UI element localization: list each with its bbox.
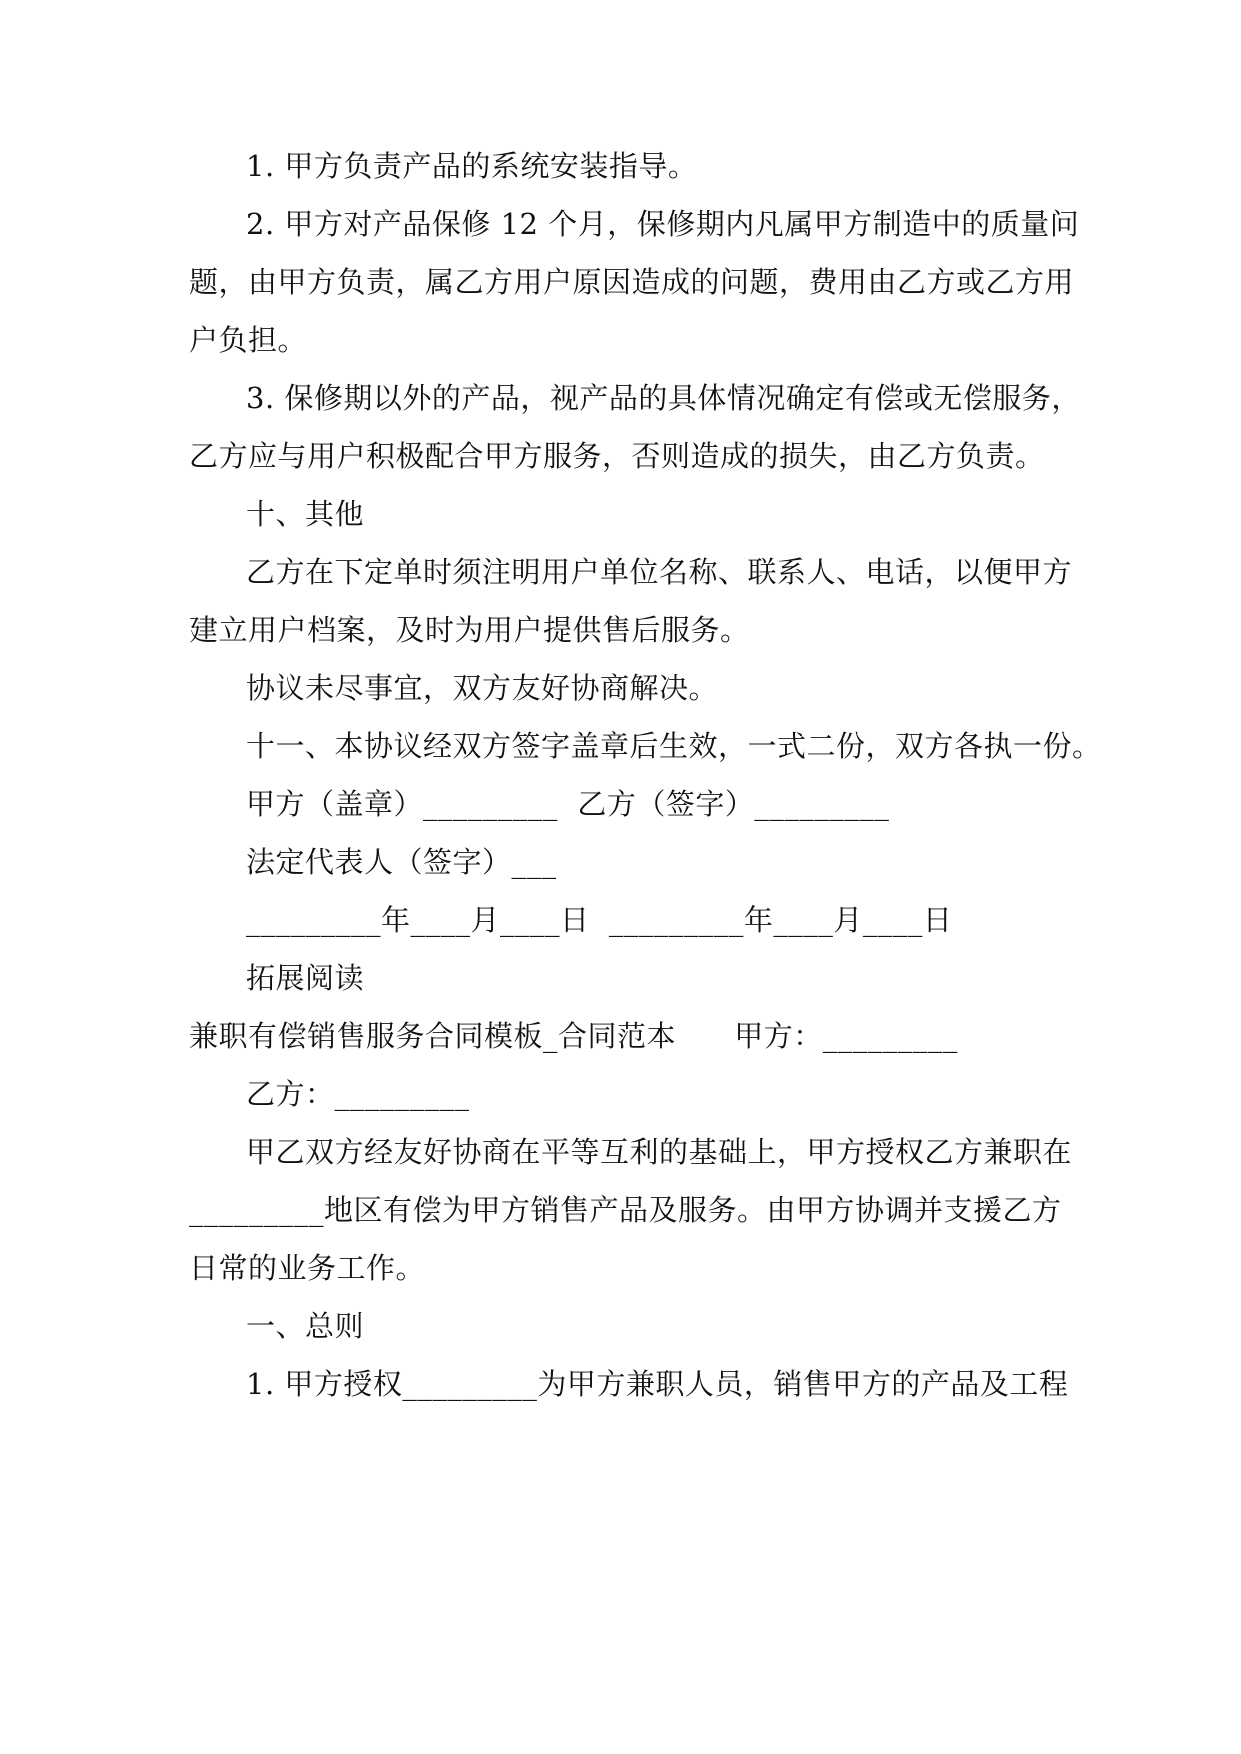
text-line: _________地区有偿为甲方销售产品及服务。由甲方协调并支援乙方	[189, 1193, 1062, 1227]
text-line: 户负担。	[189, 323, 308, 357]
section-heading: 拓展阅读	[246, 961, 365, 995]
text-line: 乙方：_________	[246, 1077, 470, 1111]
text-line: 甲乙双方经友好协商在平等互利的基础上，甲方授权乙方兼职在	[246, 1135, 1073, 1169]
text-line: 乙方应与用户积极配合甲方服务，否则造成的损失，由乙方负责。	[189, 439, 1045, 473]
text-line: 1. 甲方授权_________为甲方兼职人员，销售甲方的产品及工程	[246, 1367, 1069, 1401]
date-line: _________年____月____日 _________年____月____日	[246, 903, 953, 937]
text-line: 协议未尽事宜，双方友好协商解决。	[246, 671, 719, 705]
signature-line: 法定代表人（签字）___	[246, 845, 557, 879]
article-title-line: 兼职有偿销售服务合同模板_合同范本 甲方：_________	[189, 1019, 958, 1053]
text-line: 十一、本协议经双方签字盖章后生效，一式二份，双方各执一份。	[246, 729, 1102, 763]
text-line: 3. 保修期以外的产品，视产品的具体情况确定有偿或无偿服务，	[246, 381, 1081, 415]
text-line: 2. 甲方对产品保修 12 个月，保修期内凡属甲方制造中的质量问	[246, 207, 1080, 241]
text-line: 建立用户档案，及时为用户提供售后服务。	[189, 613, 750, 647]
signature-line: 甲方（盖章）_________ 乙方（签字）_________	[246, 787, 890, 821]
section-heading: 十、其他	[246, 497, 365, 531]
text-line: 题，由甲方负责，属乙方用户原因造成的问题，费用由乙方或乙方用	[189, 265, 1075, 299]
text-line: 日常的业务工作。	[189, 1251, 426, 1285]
text-line: 1. 甲方负责产品的系统安装指导。	[246, 149, 698, 183]
section-heading: 一、总则	[246, 1309, 365, 1343]
text-line: 乙方在下定单时须注明用户单位名称、联系人、电话，以便甲方	[246, 555, 1073, 589]
